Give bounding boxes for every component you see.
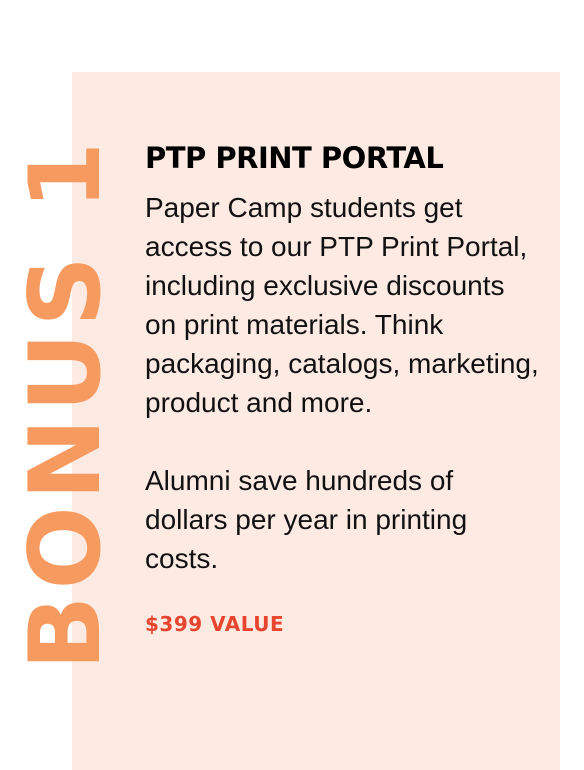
bonus-description: Paper Camp students get access to our PTP Print Portal, including exclusive discounts on print materials. Think packaging, catalogs, marketing, product and more. [145, 192, 539, 418]
bonus-heading: PTP PRINT PORTAL [145, 141, 444, 175]
bonus-label: BONUS 1 [9, 135, 123, 671]
bonus-content [145, 138, 540, 636]
alumni-savings-text: Alumni save hundreds of dollars per year in printing costs. [145, 465, 468, 574]
bonus-value: $399 VALUE [145, 612, 285, 636]
